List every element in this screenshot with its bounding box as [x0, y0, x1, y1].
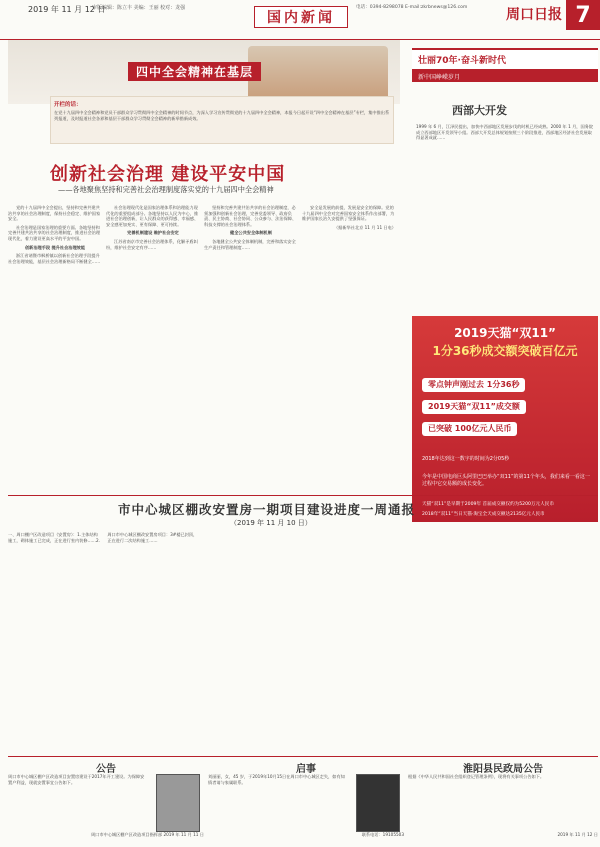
article-subheading: 创新治理手段 提升社会治理效能 — [24, 244, 86, 250]
section-divider — [8, 495, 598, 496]
article-subheading: 健全公共安全体制机制 — [230, 230, 272, 236]
notice-1 — [8, 760, 204, 842]
stat-line-2: 2018年“双11”当日天猫·淘宝全天成交额达2135亿元人民币 — [422, 512, 545, 517]
article-paragraph: 浙江省诸暨市枫桥镇以创新社会治理手段提升社会治理效能，基层社会治理新格局不断健全…… — [8, 253, 101, 264]
double11-infographic — [412, 316, 598, 522]
section-title: 国内新闻 — [254, 6, 348, 28]
notices-divider — [8, 756, 598, 757]
article-subheading: 完善机制建设 维护社会安定 — [127, 230, 179, 236]
main-headline: 创新社会治理 建设平安中国 — [50, 164, 286, 185]
article-paragraph: 坚持和完善共建共治共享的社会治理制度，必须加强和创新社会治理，完善党委领导、政府负责、民主协商、社会协同、公众参与、法治保障、科技支撑的社会治理体系。 — [204, 205, 297, 227]
notice-3-text: 根据《中华人民共和国社会组织登记管理条例》，现将有关事项公告如下。 — [408, 774, 545, 779]
issue-date: 2019 年 11 月 12 日 — [28, 5, 106, 14]
progress-report-text — [8, 532, 598, 752]
missing-person-photo — [356, 774, 400, 832]
notice-1-sign: 周口市中心城区棚户区改造项目指挥部 2019 年 11 月 11 日 — [90, 832, 204, 837]
article-column-1 — [8, 205, 102, 495]
notice-3-title: 淮阳县民政局公告 — [463, 764, 543, 775]
report-paragraph: 一、周口棚户区改造项目（安置房）：1.主体结构施工，砌体施工已完成，正在进行室内装修……2.周口市中心城区棚改安置房项目：3#楼已封顶，正在进行二次结构施工…… — [8, 532, 198, 543]
stat-line-1: 天猫“双11”是早期于2009年 首届成交额仅约为5200万元人民币 — [422, 502, 554, 507]
person-photo — [156, 774, 200, 832]
article-dateline: （据新华社北京 11 月 11 日电） — [333, 224, 396, 230]
intro-text: 在党十九届四中全会精神和党员干部群众学习贯彻四中全会精神的时间节点，为深入学习宣传贯彻党的十九届四中全会精神，本报今日起开设“四中全会精神在基层”专栏，集中推出系列报道，及时报道社会各界和基层干部群众学习贯彻全会精神的新举措新成效。 — [54, 110, 390, 121]
article-paragraph: 江苏省南京市完善社会治理体系，化解矛盾纠纷，维护社会安定有序…… — [106, 238, 198, 250]
notice-2 — [208, 760, 404, 842]
banner-image — [248, 46, 388, 100]
progress-report-date: （2019 年 11 月 10 日） — [230, 519, 312, 527]
article-paragraph: 社会治理是国家治理的重要方面。各地坚持和完善共建共治共享的社会治理制度，推进社会治理现代化，着力建设更高水平的平安中国。 — [8, 224, 101, 241]
infographic-subtitle: 1分36秒成交额突破百亿元 — [432, 344, 578, 358]
stat-pill-2: 2019天猫“双11”成交额 — [422, 400, 526, 414]
history-column — [412, 40, 598, 310]
article-column-4 — [302, 205, 396, 495]
stat-pill-1: 零点钟声刚过去 1分36秒 — [422, 378, 525, 392]
notice-2-sign: 联系电话：19105503 — [361, 832, 404, 837]
article-paragraph: 社会治理现代化是国家治理体系和治理能力现代化的重要组成部分。各地坚持以人民为中心，推进社会治理创新，让人民群众的获得感、幸福感、安全感更加充实、更有保障、更可持续。 — [106, 205, 199, 227]
article-paragraph: 各地健全公共安全体制机制，完善和落实安全生产责任和管理制度…… — [204, 238, 296, 250]
contact-info: 电话：0394-8298078 E-mail:zkrbnews@126.com — [356, 5, 468, 10]
banner-title: 四中全会精神在基层 — [128, 62, 261, 81]
infographic-title: 2019天猫“双11” — [454, 326, 556, 340]
article-paragraph: 党的十九届四中全会提出，坚持和完善共建共治共享的社会治理制度，保持社会稳定、维护国家安全。 — [8, 205, 101, 222]
newspaper-name: 周口日报 — [506, 7, 562, 23]
article-paragraph: 安全是发展的前提，发展是安全的保障。党的十九届四中全会对完善国家安全体系作出部署，为维护国家长治久安提供了坚强保证。 — [302, 205, 395, 222]
infographic-caption: 今年是中国电商巨头阿里巴巴举办“双11”的第11个年头，我们来看一看这一过程中它交易额的成长变化。 — [422, 474, 590, 487]
page-number: 7 — [566, 0, 600, 30]
history-title: 西部大开发 — [452, 104, 507, 117]
intro-heading: 开栏的话： — [54, 102, 82, 108]
column-banner — [8, 40, 400, 104]
history-band: 壮丽70年·奋斗新时代 — [412, 48, 598, 70]
editor-credits: 审版编辑：陈立丰 美编：王丽 校对：龙强 — [92, 5, 186, 11]
history-text: 1999 年 6 月，江泽民提出，加快中西部地区发展步伐的时机已经成熟。2000 年 1 月，国务院成立西部地区开发领导小组。西部大开发总体规划按照三个阶段推进，西部地区经济社会发展取得显著成就…… — [416, 124, 594, 141]
intro-box — [50, 96, 394, 144]
notice-1-title: 公告 — [96, 764, 116, 775]
main-subhead: ——各地聚焦坚持和完善社会治理制度落实党的十九届四中全会精神 — [58, 185, 274, 194]
article-column-3 — [204, 205, 298, 495]
notice-3-sign: 2019 年 11 月 12 日 — [557, 832, 598, 837]
notice-2-title: 启事 — [296, 764, 316, 775]
notice-3 — [408, 760, 598, 842]
page-header — [0, 0, 600, 40]
article-column-2 — [106, 205, 200, 495]
notice-1-text: 周口市中心城区棚户区改造项目安置房建设于2017年开工建设。为保障安置户利益，现就安置事宜公告如下。 — [8, 774, 145, 785]
progress-report-title: 市中心城区棚改安置房一期项目建设进度一周通报 — [118, 502, 416, 517]
stat-note: 2018年达到这一数字的时间为2分05秒 — [422, 456, 510, 462]
history-subband: 新中国峥嵘岁月 — [412, 70, 598, 82]
stat-pill-3: 已突破 100亿元人民币 — [422, 422, 517, 436]
notice-2-text: 刘丽丽，女，45 岁，于2019年10月15日在周口市中心城区走失，如有知情者请与家属联系。 — [208, 774, 345, 785]
